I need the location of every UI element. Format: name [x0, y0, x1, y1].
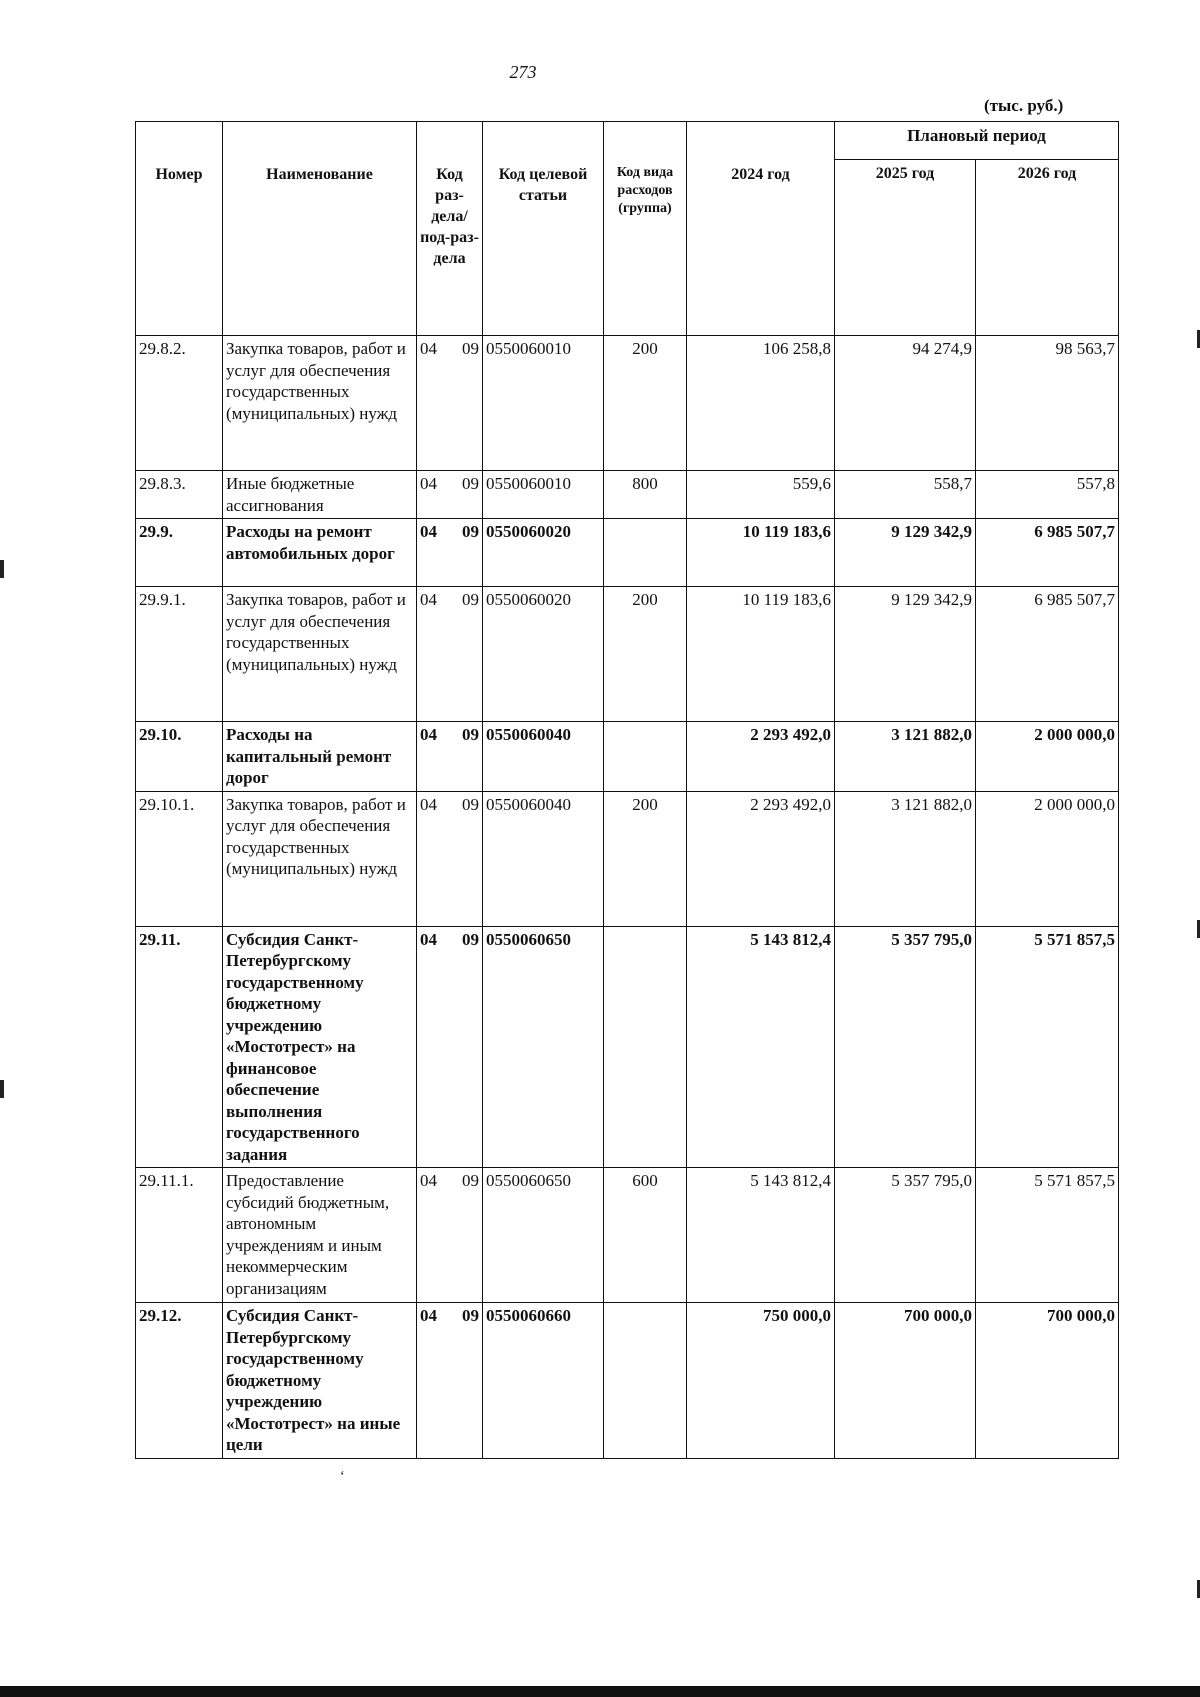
- cell-name: Предоставление субсидий бюджетным, автономным учреждениям и иным некоммерческим организациям: [223, 1168, 417, 1303]
- cell-target-code: 0550060010: [483, 336, 604, 471]
- cell-target-code: 0550060020: [483, 587, 604, 722]
- cell-section-code: [417, 471, 483, 519]
- cell-target-code: 0550060040: [483, 722, 604, 792]
- table-row: [136, 1168, 1119, 1303]
- table-row: [136, 587, 1119, 722]
- table-row: [136, 519, 1119, 587]
- cell-name: Субсидия Санкт-Петербургскому государственному бюджетному учреждению «Мостотрест» на иные цели: [223, 1303, 417, 1459]
- cell-amount-2025: 558,7: [835, 471, 976, 519]
- cell-section-code: [417, 1303, 483, 1459]
- cell-number: 29.10.1.: [136, 791, 223, 926]
- cell-amount-2024: 10 119 183,6: [687, 587, 835, 722]
- cell-amount-2026: 6 985 507,7: [976, 587, 1119, 722]
- cell-expense-kind: 200: [604, 587, 687, 722]
- scan-edge-mark: [0, 560, 4, 578]
- cell-amount-2026: 5 571 857,5: [976, 926, 1119, 1168]
- section-code: 04: [420, 590, 437, 609]
- section-code: 04: [420, 1171, 437, 1190]
- scan-bottom-bar: [0, 1686, 1200, 1697]
- header-year-2025: 2025 год: [835, 160, 976, 336]
- section-code-pair: [420, 589, 479, 611]
- subsection-code: 09: [462, 590, 479, 609]
- cell-section-code: [417, 587, 483, 722]
- cell-amount-2025: 5 357 795,0: [835, 1168, 976, 1303]
- section-code: 04: [420, 522, 437, 541]
- cell-expense-kind: 800: [604, 471, 687, 519]
- cell-amount-2025: 3 121 882,0: [835, 791, 976, 926]
- subsection-code: 09: [462, 522, 479, 541]
- cell-expense-kind: [604, 1303, 687, 1459]
- cell-number: 29.9.: [136, 519, 223, 587]
- cell-amount-2025: 9 129 342,9: [835, 519, 976, 587]
- cell-amount-2024: 750 000,0: [687, 1303, 835, 1459]
- cell-target-code: 0550060660: [483, 1303, 604, 1459]
- budget-table: [135, 121, 1119, 1459]
- cell-amount-2024: 2 293 492,0: [687, 722, 835, 792]
- page-number: 273: [509, 62, 537, 82]
- stray-mark: ‘: [340, 1469, 345, 1484]
- cell-expense-kind: [604, 926, 687, 1168]
- cell-amount-2024: 2 293 492,0: [687, 791, 835, 926]
- subsection-code: 09: [462, 725, 479, 744]
- cell-name: Закупка товаров, работ и услуг для обеспечения государственных (муниципальных) нужд: [223, 587, 417, 722]
- section-code: 04: [420, 725, 437, 744]
- scan-edge-mark: [0, 1080, 4, 1098]
- table-body: [136, 336, 1119, 1459]
- cell-number: 29.10.: [136, 722, 223, 792]
- cell-amount-2026: 557,8: [976, 471, 1119, 519]
- cell-name: Расходы на капитальный ремонт дорог: [223, 722, 417, 792]
- cell-amount-2026: 2 000 000,0: [976, 722, 1119, 792]
- section-code-pair: [420, 473, 479, 495]
- cell-amount-2026: 5 571 857,5: [976, 1168, 1119, 1303]
- table-row: [136, 926, 1119, 1168]
- section-code: 04: [420, 1306, 437, 1325]
- section-code-pair: [420, 724, 479, 746]
- header-target-code: Код целевой статьи: [483, 122, 604, 336]
- cell-name: Иные бюджетные ассигнования: [223, 471, 417, 519]
- cell-name: Расходы на ремонт автомобильных дорог: [223, 519, 417, 587]
- cell-amount-2025: 5 357 795,0: [835, 926, 976, 1168]
- cell-name: Закупка товаров, работ и услуг для обеспечения государственных (муниципальных) нужд: [223, 791, 417, 926]
- cell-amount-2026: 98 563,7: [976, 336, 1119, 471]
- section-code-pair: [420, 521, 479, 543]
- subsection-code: 09: [462, 1306, 479, 1325]
- section-code-pair: [420, 929, 479, 951]
- cell-section-code: [417, 519, 483, 587]
- table-header: [136, 122, 1119, 336]
- header-name: Наименование: [223, 122, 417, 336]
- cell-target-code: 0550060040: [483, 791, 604, 926]
- header-section-code: Код раз-дела/ под-раз-дела: [417, 122, 483, 336]
- cell-name: Закупка товаров, работ и услуг для обеспечения государственных (муниципальных) нужд: [223, 336, 417, 471]
- subsection-code: 09: [462, 474, 479, 493]
- section-code: 04: [420, 339, 437, 358]
- cell-amount-2026: 6 985 507,7: [976, 519, 1119, 587]
- section-code-pair: [420, 794, 479, 816]
- cell-number: 29.8.2.: [136, 336, 223, 471]
- units-label: (тыс. руб.): [984, 96, 1064, 115]
- cell-amount-2024: 5 143 812,4: [687, 1168, 835, 1303]
- section-code: 04: [420, 474, 437, 493]
- section-code: 04: [420, 794, 437, 814]
- cell-expense-kind: 200: [604, 791, 687, 926]
- cell-amount-2024: 10 119 183,6: [687, 519, 835, 587]
- subsection-code: 09: [462, 339, 479, 358]
- cell-target-code: 0550060020: [483, 519, 604, 587]
- header-year-2026: 2026 год: [976, 160, 1119, 336]
- cell-section-code: [417, 336, 483, 471]
- cell-number: 29.11.1.: [136, 1168, 223, 1303]
- cell-amount-2024: 5 143 812,4: [687, 926, 835, 1168]
- table-row: [136, 722, 1119, 792]
- table-row: [136, 471, 1119, 519]
- cell-number: 29.11.: [136, 926, 223, 1168]
- header-planned-period: Плановый период: [835, 122, 1119, 160]
- cell-target-code: 0550060010: [483, 471, 604, 519]
- cell-amount-2026: 700 000,0: [976, 1303, 1119, 1459]
- table-row: [136, 336, 1119, 471]
- cell-section-code: [417, 791, 483, 926]
- cell-amount-2025: 9 129 342,9: [835, 587, 976, 722]
- cell-amount-2025: 3 121 882,0: [835, 722, 976, 792]
- cell-expense-kind: [604, 722, 687, 792]
- cell-amount-2026: 2 000 000,0: [976, 791, 1119, 926]
- cell-number: 29.8.3.: [136, 471, 223, 519]
- cell-section-code: [417, 722, 483, 792]
- cell-number: 29.9.1.: [136, 587, 223, 722]
- section-code: 04: [420, 929, 437, 949]
- cell-expense-kind: [604, 519, 687, 587]
- subsection-code: 09: [462, 1171, 479, 1190]
- subsection-code: 09: [462, 929, 479, 949]
- cell-amount-2025: 94 274,9: [835, 336, 976, 471]
- cell-section-code: [417, 1168, 483, 1303]
- cell-amount-2024: 559,6: [687, 471, 835, 519]
- section-code-pair: [420, 338, 479, 360]
- table-row: [136, 791, 1119, 926]
- cell-expense-kind: 600: [604, 1168, 687, 1303]
- table-row: [136, 1303, 1119, 1459]
- cell-target-code: 0550060650: [483, 926, 604, 1168]
- cell-expense-kind: 200: [604, 336, 687, 471]
- section-code-pair: [420, 1305, 479, 1327]
- header-year-2024: 2024 год: [687, 122, 835, 336]
- cell-number: 29.12.: [136, 1303, 223, 1459]
- cell-amount-2024: 106 258,8: [687, 336, 835, 471]
- cell-section-code: [417, 926, 483, 1168]
- cell-name: Субсидия Санкт-Петербургскому государственному бюджетному учреждению «Мостотрест» на финансовое обеспечение выполнения государственного задания: [223, 926, 417, 1168]
- header-expense-kind: Код вида расходов (группа): [604, 122, 687, 336]
- cell-target-code: 0550060650: [483, 1168, 604, 1303]
- section-code-pair: [420, 1170, 479, 1192]
- header-number: Номер: [136, 122, 223, 336]
- subsection-code: 09: [462, 794, 479, 814]
- cell-amount-2025: 700 000,0: [835, 1303, 976, 1459]
